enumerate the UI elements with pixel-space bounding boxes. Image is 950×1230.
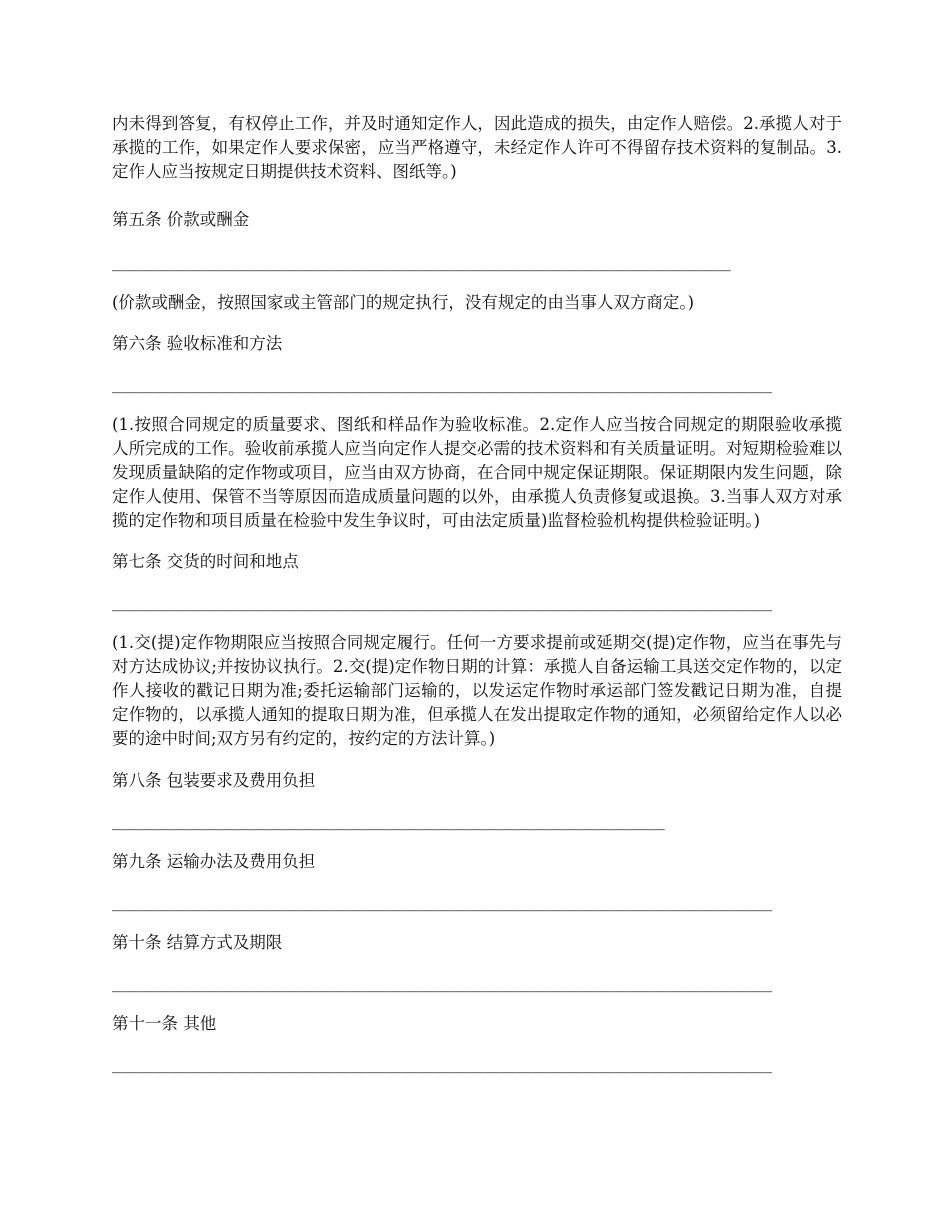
section-11-blank-line: ________________________________________________________________________________ — [112, 1054, 772, 1073]
section-5-note: (价款或酬金，按照国家或主管部门的规定执行，没有规定的由当事人双方商定。) — [112, 293, 695, 312]
section-7-blank-line: ________________________________________________________________________________ — [112, 592, 772, 611]
section-9-blank-line: ________________________________________________________________________________ — [112, 892, 772, 911]
section-10-heading: 第十条 结算方式及期限 — [112, 933, 283, 952]
section-8-heading: 第八条 包装要求及费用负担 — [112, 771, 316, 790]
section-8-blank-line: ___________________________________________________________________ — [112, 811, 665, 830]
section-11-heading: 第十一条 其他 — [112, 1014, 217, 1033]
section-5-heading: 第五条 价款或酬金 — [112, 210, 250, 229]
document-page — [112, 112, 842, 1076]
intro-note: 内未得到答复，有权停止工作，并及时通知定作人，因此造成的损失，由定作人赔偿。2.承揽人对于承揽的工作，如果定作人要求保密，应当严格遵守，未经定作人许可不得留存技术资料的复制品。3.定作人应当按规定日期提供技术资料、图纸等。) — [112, 114, 842, 181]
section-6-blank-line: ________________________________________________________________________________ — [112, 374, 772, 393]
section-9-heading: 第九条 运输办法及费用负担 — [112, 852, 316, 871]
section-5-blank-line: ___________________________________________________________________________ — [112, 252, 731, 271]
section-10-blank-line: ________________________________________________________________________________ — [112, 973, 772, 992]
section-6-note: (1.按照合同规定的质量要求、图纸和样品作为验收标准。2.定作人应当按合同规定的期限验收承揽人所完成的工作。验收前承揽人应当向定作人提交必需的技术资料和有关质量证明。对短期检验难以发现质量缺陷的定作物或项目，应当由双方协商，在合同中规定保证期限。保证期限内发生问题，除定作人使用、保管不当等原因而造成质量问题的以外，由承揽人负责修复或退换。3.当事人双方对承揽的定作物和项目质量在检验中发生争议时，可由法定质量)监督检验机构提供检验证明。) — [112, 415, 842, 530]
section-7-note: (1.交(提)定作物期限应当按照合同规定履行。任何一方要求提前或延期交(提)定作物，应当在事先与对方达成协议;并按协议执行。2.交(提)定作物日期的计算：承揽人自备运输工具送交定作物的，以定作人接收的戳记日期为准;委托运输部门运输的，以发运定作物时承运部门签发戳记日期为准，自提定作物的，以承揽人通知的提取日期为准，但承揽人在发出提取定作物的通知，必须留给定作人以必要的途中时间;双方另有约定的，按约定的方法计算。) — [112, 633, 842, 748]
section-6-heading: 第六条 验收标准和方法 — [112, 334, 283, 353]
section-7-heading: 第七条 交货的时间和地点 — [112, 552, 299, 571]
